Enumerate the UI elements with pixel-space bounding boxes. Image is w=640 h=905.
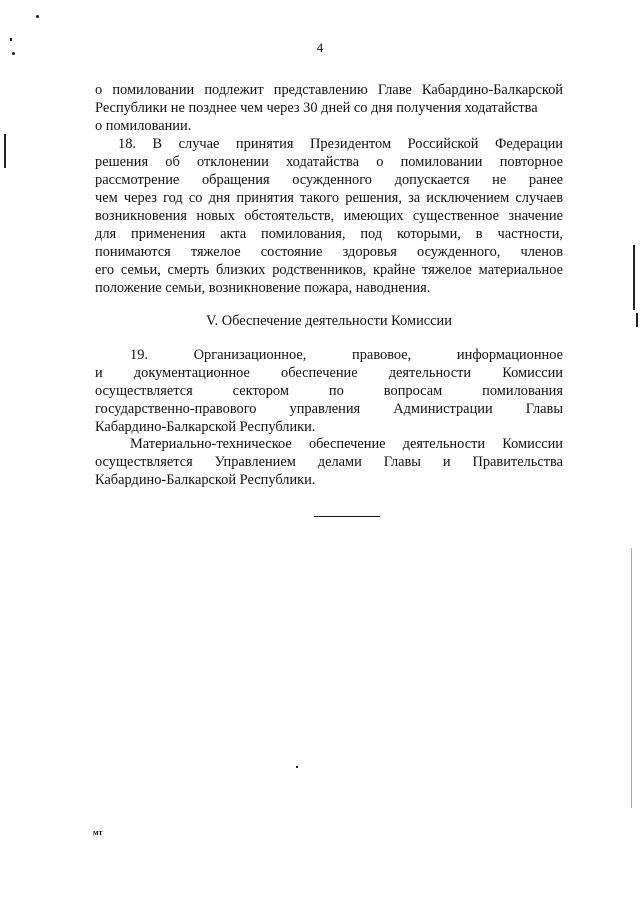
- text-line: Материально-техническое обеспечение деятельности Комиссии: [130, 436, 563, 452]
- scan-mark: [631, 548, 632, 808]
- text-line: возникновения новых обстоятельств, имеющих существенное значение: [95, 208, 563, 224]
- text-line: о помиловании подлежит представлению Главе Кабардино-Балкарской: [95, 82, 563, 98]
- scan-mark: [633, 245, 635, 310]
- text-line: положение семьи, возникновение пожара, наводнения.: [95, 280, 431, 296]
- text-line: его семьи, смерть близких родственников, крайне тяжелое материальное: [95, 262, 563, 278]
- text-line: решения об отклонении ходатайства о помиловании повторное: [95, 154, 563, 170]
- scan-mark: [4, 134, 6, 168]
- footer-code: мт: [93, 828, 103, 837]
- continuation-paragraph: [95, 81, 563, 135]
- end-rule: [314, 516, 380, 517]
- text-line: Республики не позднее чем через 30 дней со дня получения ходатайства: [95, 100, 538, 116]
- text-line: о помиловании.: [95, 118, 192, 134]
- text-line: рассмотрение обращения осужденного допускается не ранее: [95, 172, 563, 188]
- text-line: осуществляется сектором по вопросам помилования: [95, 383, 563, 399]
- text-line: для применения акта помилования, под которыми, в частности,: [95, 226, 563, 242]
- material-support-paragraph: [95, 435, 563, 489]
- text-line: осуществляется Управлением делами Главы и Правительства: [95, 454, 563, 470]
- text-line: понимаются тяжелое состояние здоровья осужденного, членов: [95, 244, 563, 260]
- page-number: 4: [316, 40, 324, 55]
- text-line: 19. Организационное, правовое, информационное: [130, 347, 563, 363]
- text-line: чем через год со дня принятия такого решения, за исключением случаев: [95, 190, 563, 206]
- scan-mark: [36, 15, 39, 18]
- item-19-paragraph: [95, 346, 563, 436]
- item-18-paragraph: [95, 135, 563, 297]
- text-line: Кабардино-Балкарской Республики.: [95, 419, 316, 435]
- text-line: государственно-правового управления Администрации Главы: [95, 401, 563, 417]
- text-line: и документационное обеспечение деятельности Комиссии: [95, 365, 563, 381]
- scan-mark: [296, 766, 298, 768]
- scan-mark: [636, 313, 638, 327]
- text-line: 18. В случае принятия Президентом Российской Федерации: [118, 136, 563, 152]
- section-heading: V. Обеспечение деятельности Комиссии: [206, 313, 452, 329]
- text-line: Кабардино-Балкарской Республики.: [95, 472, 316, 488]
